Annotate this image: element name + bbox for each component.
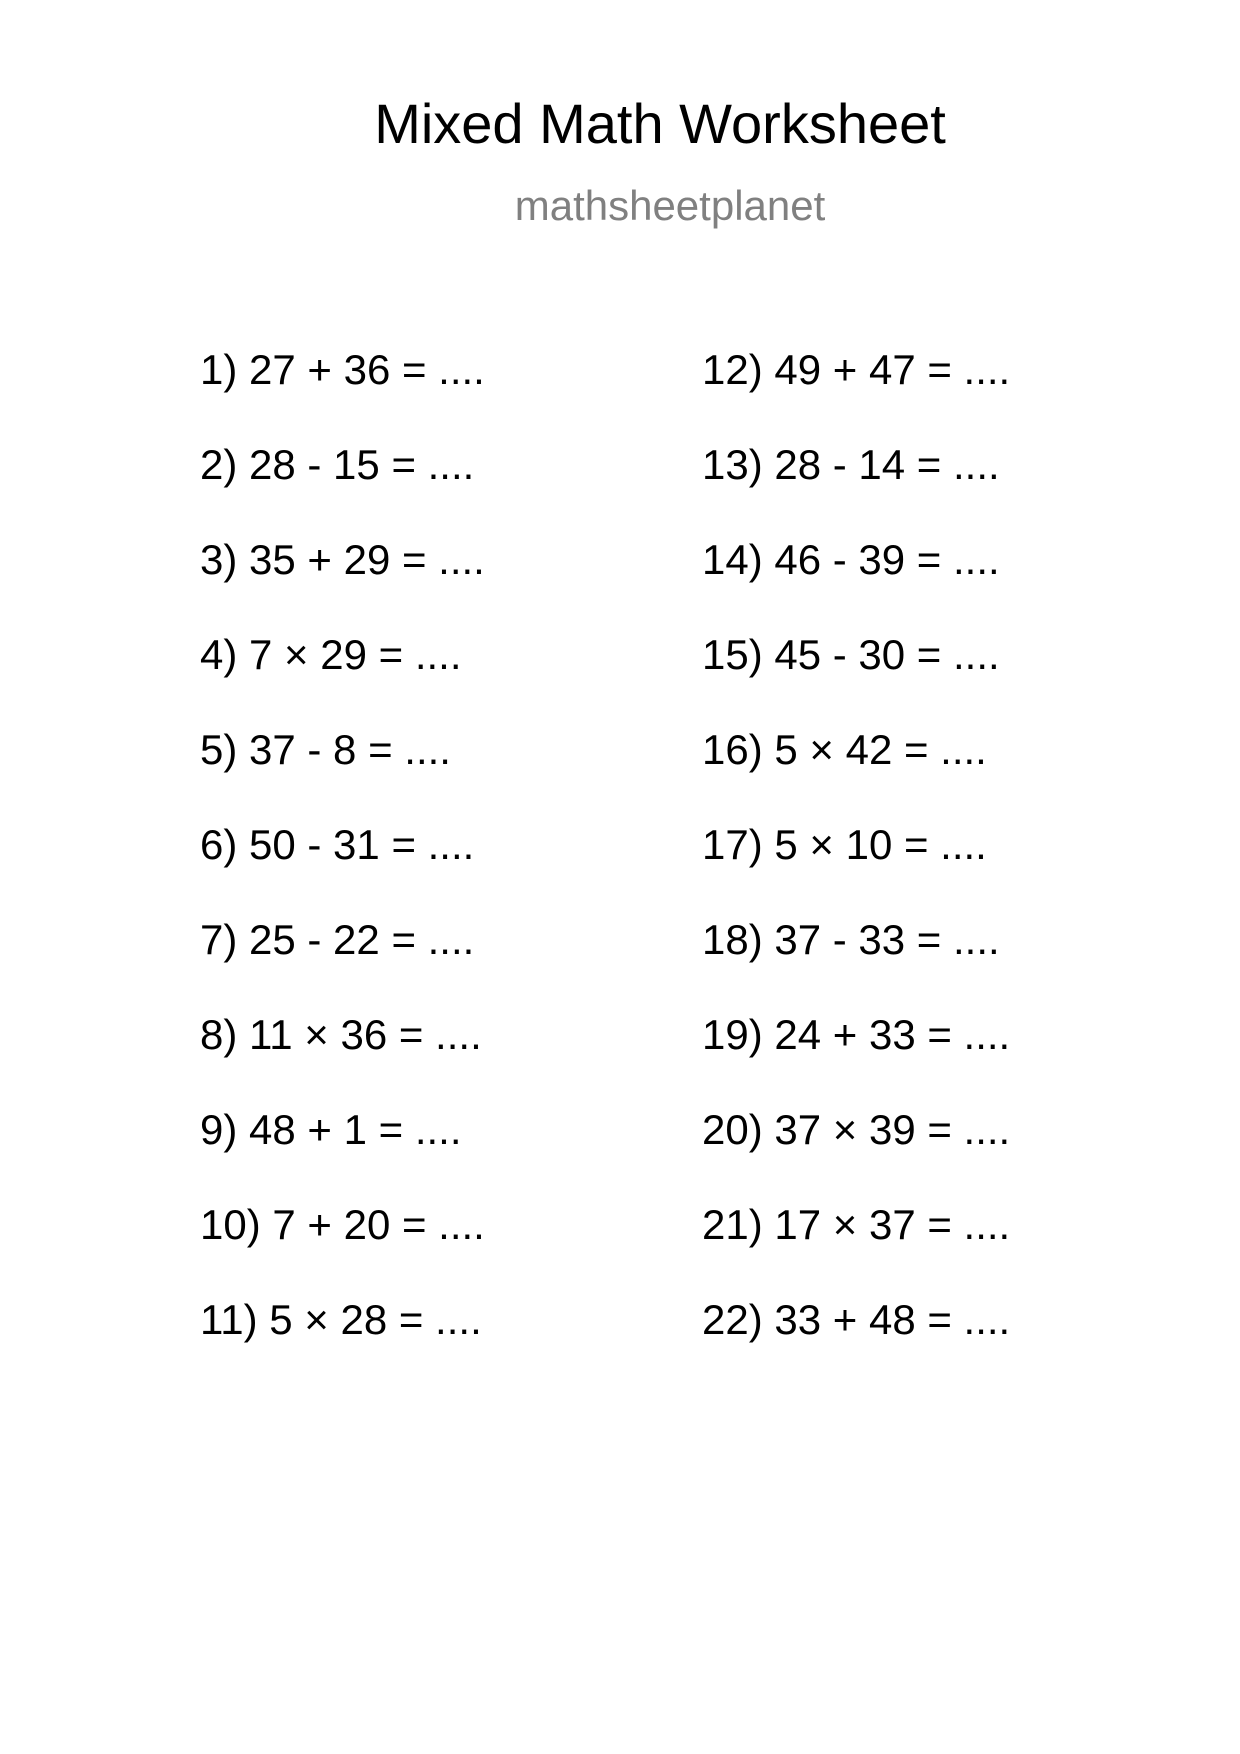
problem-8: 8) 11 × 36 = ....: [200, 1011, 482, 1058]
problem-11: 11) 5 × 28 = ....: [200, 1296, 482, 1343]
problem-7: 7) 25 - 22 = ....: [200, 916, 475, 963]
problem-1: 1) 27 + 36 = ....: [200, 346, 485, 393]
problem-14: 14) 46 - 39 = ....: [702, 536, 1000, 583]
problem-2: 2) 28 - 15 = ....: [200, 441, 475, 488]
problem-15: 15) 45 - 30 = ....: [702, 631, 1000, 678]
problems-left-column: [200, 346, 485, 1394]
problem-18: 18) 37 - 33 = ....: [702, 916, 1000, 963]
problem-10: 10) 7 + 20 = ....: [200, 1201, 485, 1248]
problem-19: 19) 24 + 33 = ....: [702, 1011, 1011, 1058]
problem-6: 6) 50 - 31 = ....: [200, 821, 475, 868]
worksheet-subtitle: mathsheetplanet: [514, 182, 826, 229]
problem-22: 22) 33 + 48 = ....: [702, 1296, 1011, 1343]
problems-right-column: [702, 346, 1011, 1394]
problem-12: 12) 49 + 47 = ....: [702, 346, 1011, 393]
worksheet-title: Mixed Math Worksheet: [374, 92, 946, 155]
problem-13: 13) 28 - 14 = ....: [702, 441, 1000, 488]
problem-16: 16) 5 × 42 = ....: [702, 726, 987, 773]
problem-17: 17) 5 × 10 = ....: [702, 821, 987, 868]
problem-5: 5) 37 - 8 = ....: [200, 726, 451, 773]
problem-21: 21) 17 × 37 = ....: [702, 1201, 1011, 1248]
problem-20: 20) 37 × 39 = ....: [702, 1106, 1011, 1153]
problem-3: 3) 35 + 29 = ....: [200, 536, 485, 583]
problem-9: 9) 48 + 1 = ....: [200, 1106, 462, 1153]
problem-4: 4) 7 × 29 = ....: [200, 631, 462, 678]
